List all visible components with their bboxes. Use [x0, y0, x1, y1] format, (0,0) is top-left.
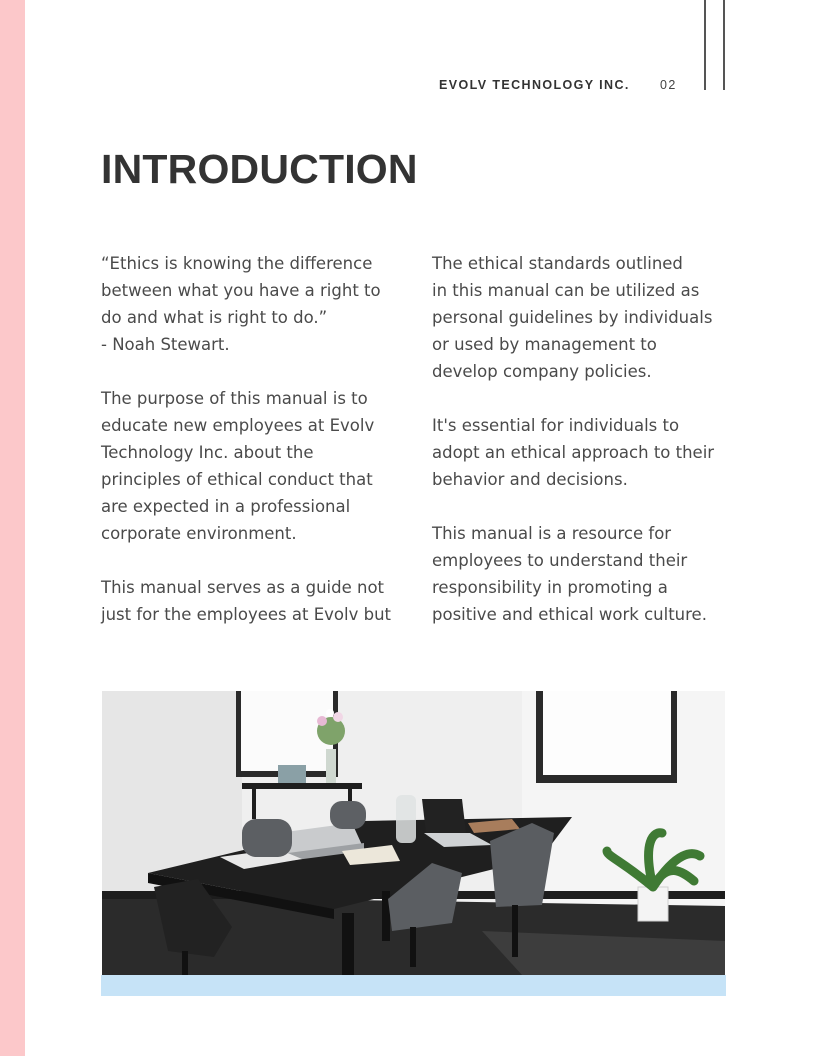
text-line: educate new employees at Evolv [101, 416, 375, 435]
text-line: corporate environment. [101, 524, 297, 543]
page-title: INTRODUCTION [101, 146, 418, 192]
resource-paragraph [432, 520, 732, 628]
left-text-column [101, 250, 401, 655]
text-line: do and what is right to do.” [101, 308, 328, 327]
company-name: EVOLV TECHNOLOGY INC. [439, 78, 630, 92]
text-line: develop company policies. [432, 362, 652, 381]
page-number: 02 [660, 78, 677, 92]
header-rule-left [704, 0, 706, 90]
caption-strip [101, 975, 726, 996]
text-line: principles of ethical conduct that [101, 470, 373, 489]
text-line: Technology Inc. about the [101, 443, 314, 462]
text-line: personal guidelines by individuals [432, 308, 713, 327]
approach-paragraph [432, 412, 732, 493]
text-line: - Noah Stewart. [101, 335, 230, 354]
text-line: between what you have a right to [101, 281, 381, 300]
quote-paragraph [101, 250, 401, 358]
text-line: in this manual can be utilized as [432, 281, 700, 300]
text-line: “Ethics is knowing the difference [101, 254, 373, 273]
text-line: The purpose of this manual is to [101, 389, 368, 408]
text-line: It's essential for individuals to [432, 416, 680, 435]
text-line: just for the employees at Evolv but [101, 605, 391, 624]
right-text-column [432, 250, 732, 655]
text-line: This manual serves as a guide not [101, 578, 385, 597]
text-line: behavior and decisions. [432, 470, 628, 489]
purpose-paragraph [101, 385, 401, 547]
text-line: employees to understand their [432, 551, 688, 570]
text-line: are expected in a professional [101, 497, 351, 516]
text-line: positive and ethical work culture. [432, 605, 707, 624]
text-line: or used by management to [432, 335, 657, 354]
text-line: adopt an ethical approach to their [432, 443, 715, 462]
header-rule-right [723, 0, 725, 90]
meeting-room-photo [102, 691, 725, 975]
standards-paragraph [432, 250, 732, 385]
text-line: This manual is a resource for [432, 524, 672, 543]
side-accent-bar [0, 0, 25, 1056]
guide-paragraph [101, 574, 401, 628]
text-line: The ethical standards outlined [432, 254, 683, 273]
text-line: responsibility in promoting a [432, 578, 668, 597]
